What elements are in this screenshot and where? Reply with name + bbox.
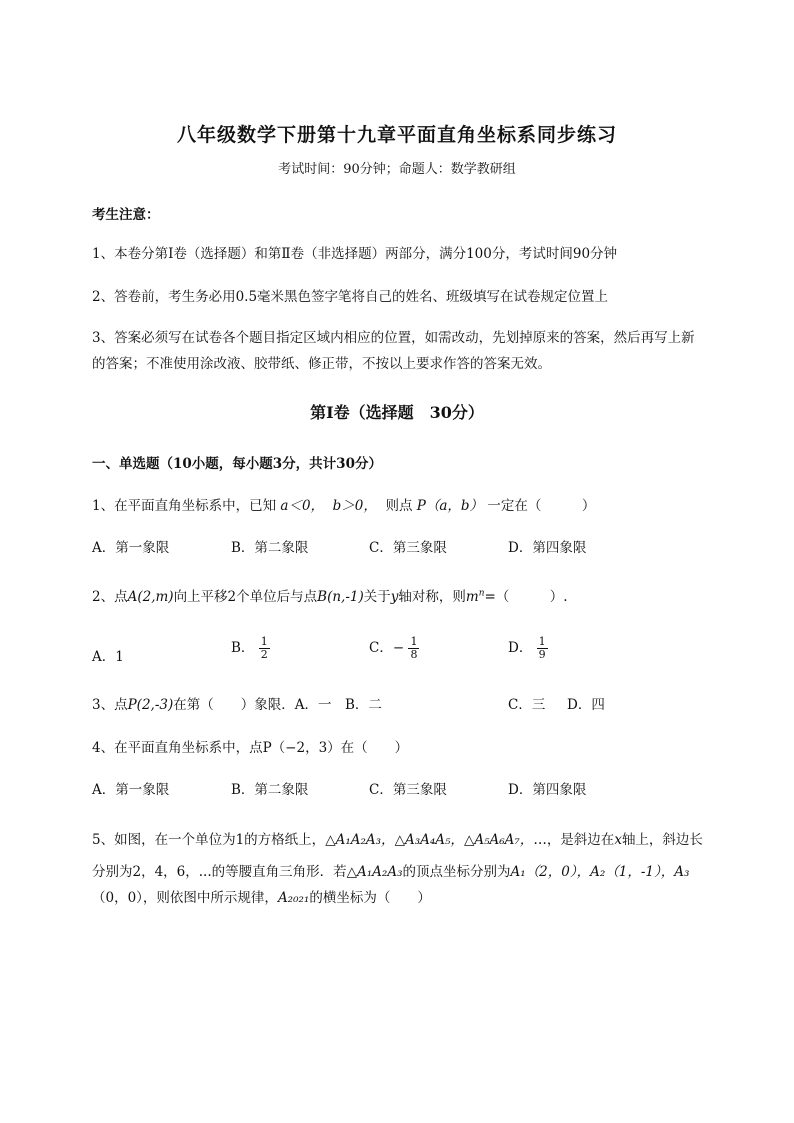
q2-option-b-label: B． — [231, 640, 255, 657]
question-2 — [92, 585, 568, 605]
q5-vertex-a1: A₁（2，0）， — [510, 864, 591, 880]
section-title: 第Ⅰ卷（选择题 30分） — [310, 403, 484, 422]
fraction-numerator: 1 — [410, 635, 418, 648]
question-5-line-1 — [92, 828, 703, 848]
q1-point: P（a，b） — [416, 498, 484, 514]
q5-triangle-1: △A₁A₂A₃， — [325, 832, 395, 848]
q5-vertex-a2: A₂（1，-1）， — [590, 864, 675, 880]
q1-stem-text: 则点 — [385, 498, 413, 514]
q1-option-c: C．第三象限 — [369, 540, 447, 556]
q3-option-d: D．四 — [567, 697, 605, 713]
q5-stem-text: 分别为2，4，6，...的等腰直角三角形．若 — [92, 864, 347, 880]
q2-stem-text: 向上平移2个单位后与点 — [173, 589, 318, 605]
q3-stem-text: 在第（ ）象限．A．一 B．二 — [173, 697, 382, 713]
q1-option-d: D．第四象限 — [508, 540, 587, 556]
q2-expression: m — [465, 589, 479, 605]
q5-axis: x — [614, 832, 622, 848]
q4-option-d: D．第四象限 — [508, 782, 587, 798]
q1-stem-text: 1、在平面直角坐标系中，已知 — [92, 498, 277, 514]
question-5-line-3 — [92, 886, 431, 906]
q4-option-a: A．第一象限 — [92, 782, 170, 798]
q2-option-d-fraction — [537, 636, 548, 661]
q2-option-c-label: C．− — [369, 640, 405, 657]
question-5-line-2 — [92, 860, 689, 880]
q5-stem-text: （0，0），则依图中所示规律， — [92, 890, 278, 906]
q2-option-b — [231, 636, 270, 661]
notice-item-2: 2、答卷前，考生务必用0.5毫米黑色签字笔将自己的姓名、班级填写在试卷规定位置上 — [92, 289, 609, 305]
q2-stem-text: 轴对称，则 — [398, 589, 466, 605]
q1-option-a: A．第一象限 — [92, 540, 170, 556]
q5-triangle-3: △A₅A₆A₇， — [463, 832, 534, 848]
q3-stem-text: 3、点 — [92, 697, 128, 713]
q4-option-c: C．第三象限 — [369, 782, 447, 798]
q2-point-a: A(2,m) — [127, 589, 174, 605]
question-4: 4、在平面直角坐标系中，点P（−2，3）在（ ） — [92, 740, 409, 756]
q2-option-d — [508, 636, 548, 661]
q5-vertex-a3: A₃ — [674, 864, 690, 880]
fraction-denominator: 8 — [410, 648, 418, 662]
q2-option-a: A．1 — [92, 649, 124, 665]
q1-stem-text: 一定在（ ） — [487, 498, 596, 514]
q2-option-b-fraction — [259, 636, 270, 661]
q3-option-c: C．三 — [508, 697, 546, 713]
notice-item-3-line-2: 的答案；不准使用涂改液、胶带纸、修正带，不按以上要求作答的答案无效。 — [92, 356, 551, 372]
q5-stem-text: 的顶点坐标分别为 — [402, 864, 511, 880]
notice-item-3-line-1: 3、答案必须写在试卷各个题目指定区域内相应的位置，如需改动，先划掉原来的答案，然后再写上新 — [92, 330, 695, 346]
q1-option-b: B．第二象限 — [231, 540, 309, 556]
q2-option-c-fraction — [408, 636, 419, 661]
q2-axis: y — [390, 589, 399, 605]
fraction-denominator: 9 — [538, 648, 546, 662]
notice-item-1: 1、本卷分第Ⅰ卷（选择题）和第Ⅱ卷（非选择题）两部分，满分100分，考试时间90分钟 — [92, 246, 618, 262]
q1-condition-b: b＞0， — [332, 498, 377, 514]
exam-info: 考试时间：90分钟；命题人：数学教研组 — [278, 162, 516, 177]
q1-condition-a: a＜0， — [280, 498, 325, 514]
q4-option-b: B．第二象限 — [231, 782, 309, 798]
q5-stem-text: …，是斜边在 — [533, 832, 615, 848]
q5-stem-text: 的横坐标为（ ） — [309, 890, 431, 906]
page-title: 八年级数学下册第十九章平面直角坐标系同步练习 — [176, 124, 617, 146]
question-3 — [92, 693, 382, 713]
fraction-numerator: 1 — [538, 635, 546, 648]
q5-vertex-a2021: A₂₀₂₁ — [277, 890, 310, 906]
q2-option-d-label: D． — [508, 640, 533, 657]
part-heading: 一、单选题（10小题，每小题3分，共计30分） — [92, 456, 382, 472]
q2-option-c — [369, 636, 419, 661]
q2-point-b: B(n,-1) — [317, 589, 364, 605]
q2-stem-text: 关于 — [363, 589, 391, 605]
q5-triangle-2: △A₃A₄A₅， — [394, 832, 464, 848]
fraction-denominator: 2 — [260, 648, 268, 662]
q5-stem-text: 轴上，斜边长 — [621, 832, 703, 848]
q5-triangle-main: △A₁A₂A₃ — [346, 864, 403, 880]
fraction-numerator: 1 — [260, 635, 268, 648]
q2-stem-text: 2、点 — [92, 589, 128, 605]
notice-heading: 考生注意： — [92, 207, 160, 223]
q2-exponent: n — [478, 588, 485, 599]
q2-stem-text: =（ ）. — [484, 589, 568, 605]
question-1 — [92, 494, 595, 514]
q3-point: P(2,-3) — [127, 697, 174, 713]
q5-stem-text: 5、如图，在一个单位为1的方格纸上， — [92, 832, 326, 848]
